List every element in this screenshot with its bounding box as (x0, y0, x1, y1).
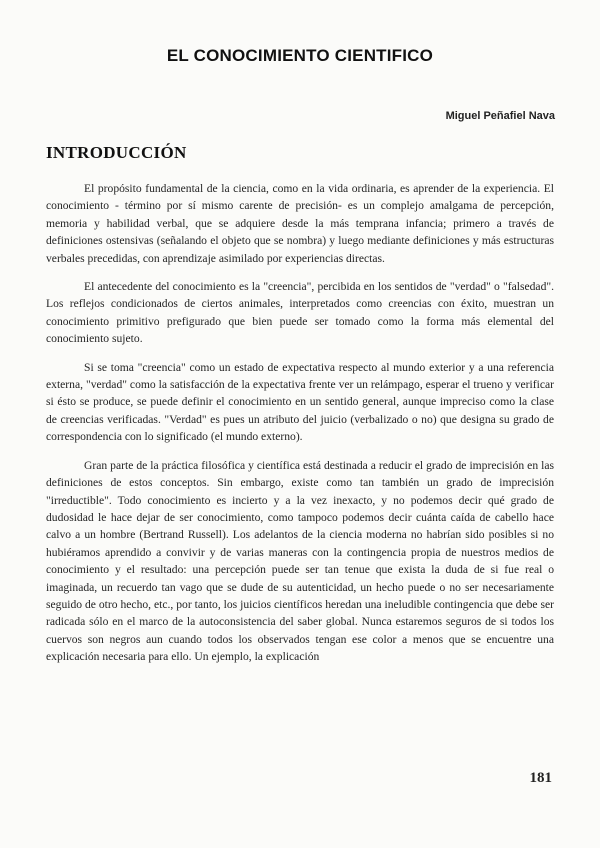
paragraph-2: El antecedente del conocimiento es la "creencia", percibida en los sentidos de "verdad" o "falsedad". Los reflejos condicionados de ciertos animales, interpretados como creencias con éxito, muestran un conocimiento primitivo prefigurado que bien puede ser tomado como la forma más elemental del conocimiento sujeto. (46, 280, 554, 346)
paragraph-3: Si se toma "creencia" como un estado de expectativa respecto al mundo exterior y a una referencia externa, "verdad" como la satisfacción de la expectativa frente ver un relámpago, esperar el trueno y verificar si ésto se produce, se puede definir el conocimiento en un sentido general, aunque impreciso como la clase de creencias verificadas. "Verdad" es pues un atributo del juicio (verbalizado o no) que designa su grado de correspondencia con lo significado (el mundo externo). (46, 360, 554, 444)
paragraph-1: El propósito fundamental de la ciencia, como en la vida ordinaria, es aprender de la experiencia. El conocimiento - término por sí mismo carente de precisión- es un complejo amalgama de percepción, memoria y habilidad verbal, que se adquiere desde la más temprana infancia; primero a través de definiciones ostensivas (señalando el objeto que se nombra) y luego mediante definiciones y más estructuras verbales precedidas, con aprendizaje asimilado por experiencias directas. (46, 182, 554, 265)
document-title: EL CONOCIMIENTO CIENTIFICO (166, 46, 434, 65)
paragraph-4: Gran parte de la práctica filosófica y científica está destinada a reducir el grado de imprecisión en las definiciones de estos conceptos. Sin embargo, existe como tan también un grado de imprecisión "irreductible". Todo conocimiento es incierto y a la vez inexacto, y no podemos decir qué grado de dudosidad le hace dejar de ser conocimiento, como tampoco podemos decir cuánta caída de cabello hace calvo a un hombre (Bertrand Russell). Los adelantos de la ciencia moderna no habrían sido posibles si no hubiéramos aprendido a convivir y de varias maneras con la contingencia propia de nuestros medios de conocimiento y el resultado: una percepción puede ser tan tenue que exista la duda de si fue real o imaginada, un recuerdo tan vago que se dude de su autenticidad, un hecho puede o no ser necesariamente seguido de otro hecho, etc., por tanto, los juicios científicos heredan una ineludible contingencia que debe ser radicada sólo en el marco de la autoconsistencia del saber global. Nunca estaremos seguros de si todos los cuervos son negros aun cuando todos los observados tengan ese color a menos que se encuentre una explicación necesaria para ello. Un ejemplo, la explicación (46, 458, 554, 664)
page-number: 181 (529, 770, 552, 786)
author-name: Miguel Peñafiel Nava (445, 110, 555, 122)
section-heading: INTRODUCCIÓN (46, 143, 187, 162)
body-text (46, 180, 554, 666)
